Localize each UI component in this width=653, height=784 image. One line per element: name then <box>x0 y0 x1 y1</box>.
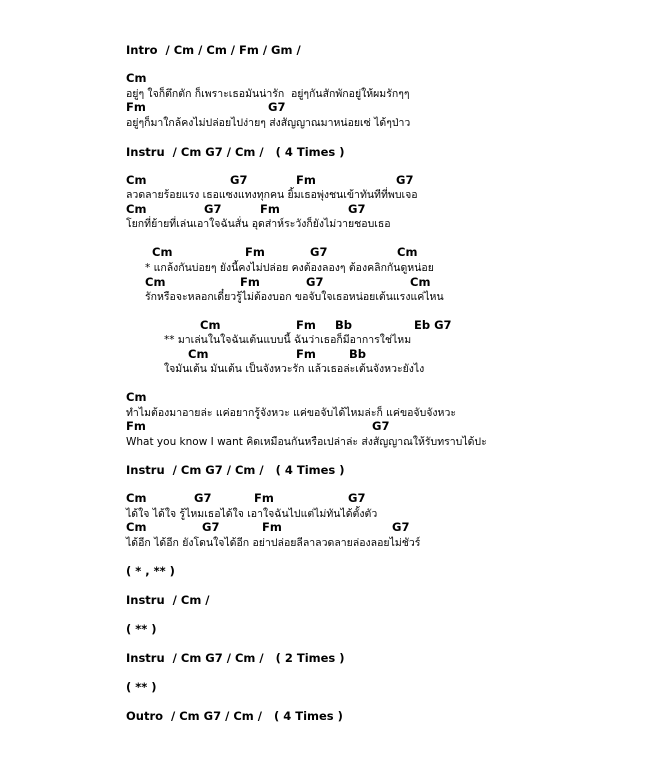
chord: G7 <box>194 491 212 505</box>
chord: Eb G7 <box>414 318 452 332</box>
chord: Cm <box>152 245 173 259</box>
lyric-line: อยู่ๆ ใจก็ตึกตัก ก็เพราะเธอมันน่ารัก อยู่ๆกันสักพักอยู่ให้ผมรักๆๆ <box>126 88 410 100</box>
chord: Cm <box>145 275 166 289</box>
lyric-line: โยกที่ย้ายที่เล่นเอาใจฉันสั่น อุดส่าห์ระวังก็ยังไม่วายชอบเธอ <box>126 218 391 230</box>
chord: G7 <box>306 275 324 289</box>
lyric-line: ได้ใจ ได้ใจ รู้ไหมเธอได้ใจ เอาใจฉันไปแต่ไม่ทันได้ตั้งตัว <box>126 508 378 520</box>
chord: G7 <box>392 520 410 534</box>
instru-line: Instru / Cm G7 / Cm / ( 2 Times ) <box>126 651 345 665</box>
instru-line: Instru / Cm G7 / Cm / ( 4 Times ) <box>126 463 345 477</box>
lyric-line: ** มาเล่นในใจฉันเต้นแบบนี้ ฉันว่าเธอก็มีอาการใช่ไหม <box>164 334 412 346</box>
chord: Fm <box>126 419 146 433</box>
chord: Fm <box>260 202 280 216</box>
chord: Cm <box>188 347 209 361</box>
repeat-marker: ( ** ) <box>126 680 157 694</box>
lyric-line: ใจมันเต้น มันเต้น เป็นจังหวะรัก แล้วเธอล่ะเต้นจังหวะยังไง <box>164 363 425 375</box>
chord: G7 <box>372 419 390 433</box>
chord: Cm <box>410 275 431 289</box>
repeat-marker: ( * , ** ) <box>126 564 175 578</box>
repeat-marker: ( ** ) <box>126 622 157 636</box>
chord: Fm <box>296 318 316 332</box>
chord: Cm <box>126 520 147 534</box>
chord: Cm <box>200 318 221 332</box>
chord: Cm <box>126 491 147 505</box>
intro-line: Intro / Cm / Cm / Fm / Gm / <box>126 43 301 57</box>
chord: G7 <box>230 173 248 187</box>
chord: Fm <box>254 491 274 505</box>
chord: G7 <box>348 491 366 505</box>
chord: Cm <box>397 245 418 259</box>
chord: Fm <box>296 347 316 361</box>
instru-line: Instru / Cm / <box>126 593 210 607</box>
chord: G7 <box>202 520 220 534</box>
chord: Cm <box>126 71 147 85</box>
lyric-line: ทำไมต้องมาอายล่ะ แค่อยากรู้จังหวะ แค่ขอจับได้ไหมล่ะก็ แค่ขอจับจังหวะ <box>126 407 456 419</box>
chord: Cm <box>126 202 147 216</box>
chord: Fm <box>296 173 316 187</box>
chord: Fm <box>245 245 265 259</box>
chord: Bb <box>349 347 366 361</box>
chord: Fm <box>240 275 260 289</box>
chord: Fm <box>126 100 146 114</box>
chord: G7 <box>268 100 286 114</box>
chord: Cm <box>126 390 147 404</box>
chord: G7 <box>396 173 414 187</box>
chord: Cm <box>126 173 147 187</box>
chord: Bb <box>335 318 352 332</box>
instru-line: Instru / Cm G7 / Cm / ( 4 Times ) <box>126 145 345 159</box>
lyric-line: What you know I want คิดเหมือนกันหรือเปล่าล่ะ ส่งสัญญาณให้รับทราบได้ปะ <box>126 436 487 448</box>
lyric-line: ได้อีก ได้อีก ยังโดนใจได้อีก อย่าปล่อยลีลาลวดลายล่องลอยไม่ชัวร์ <box>126 537 421 549</box>
chord: Fm <box>262 520 282 534</box>
lyric-line: อยู่ๆก็มาใกล้คงไม่ปล่อยไปง่ายๆ ส่งสัญญาณมาหน่อยเซ่ ได้ๆป่าว <box>126 117 411 129</box>
chord: G7 <box>348 202 366 216</box>
outro-line: Outro / Cm G7 / Cm / ( 4 Times ) <box>126 709 343 723</box>
chord: G7 <box>204 202 222 216</box>
lyric-line: ลวดลายร้อยแรง เธอแซงแทงทุกคน ยิ้มเธอพุ่งชนเข้าทันทีที่พบเจอ <box>126 189 418 201</box>
chord: G7 <box>310 245 328 259</box>
lyric-line: * แกล้งกันบ่อยๆ ยังนี้คงไม่ปล่อย คงต้องลองๆ ต้องคลิกกันดูหน่อย <box>145 262 434 274</box>
lyric-line: รักหรือจะหลอกเดี๋ยวรู้ไม่ต้องบอก ขอจับใจเธอหน่อยเต้นแรงแค่ไหน <box>145 291 444 303</box>
